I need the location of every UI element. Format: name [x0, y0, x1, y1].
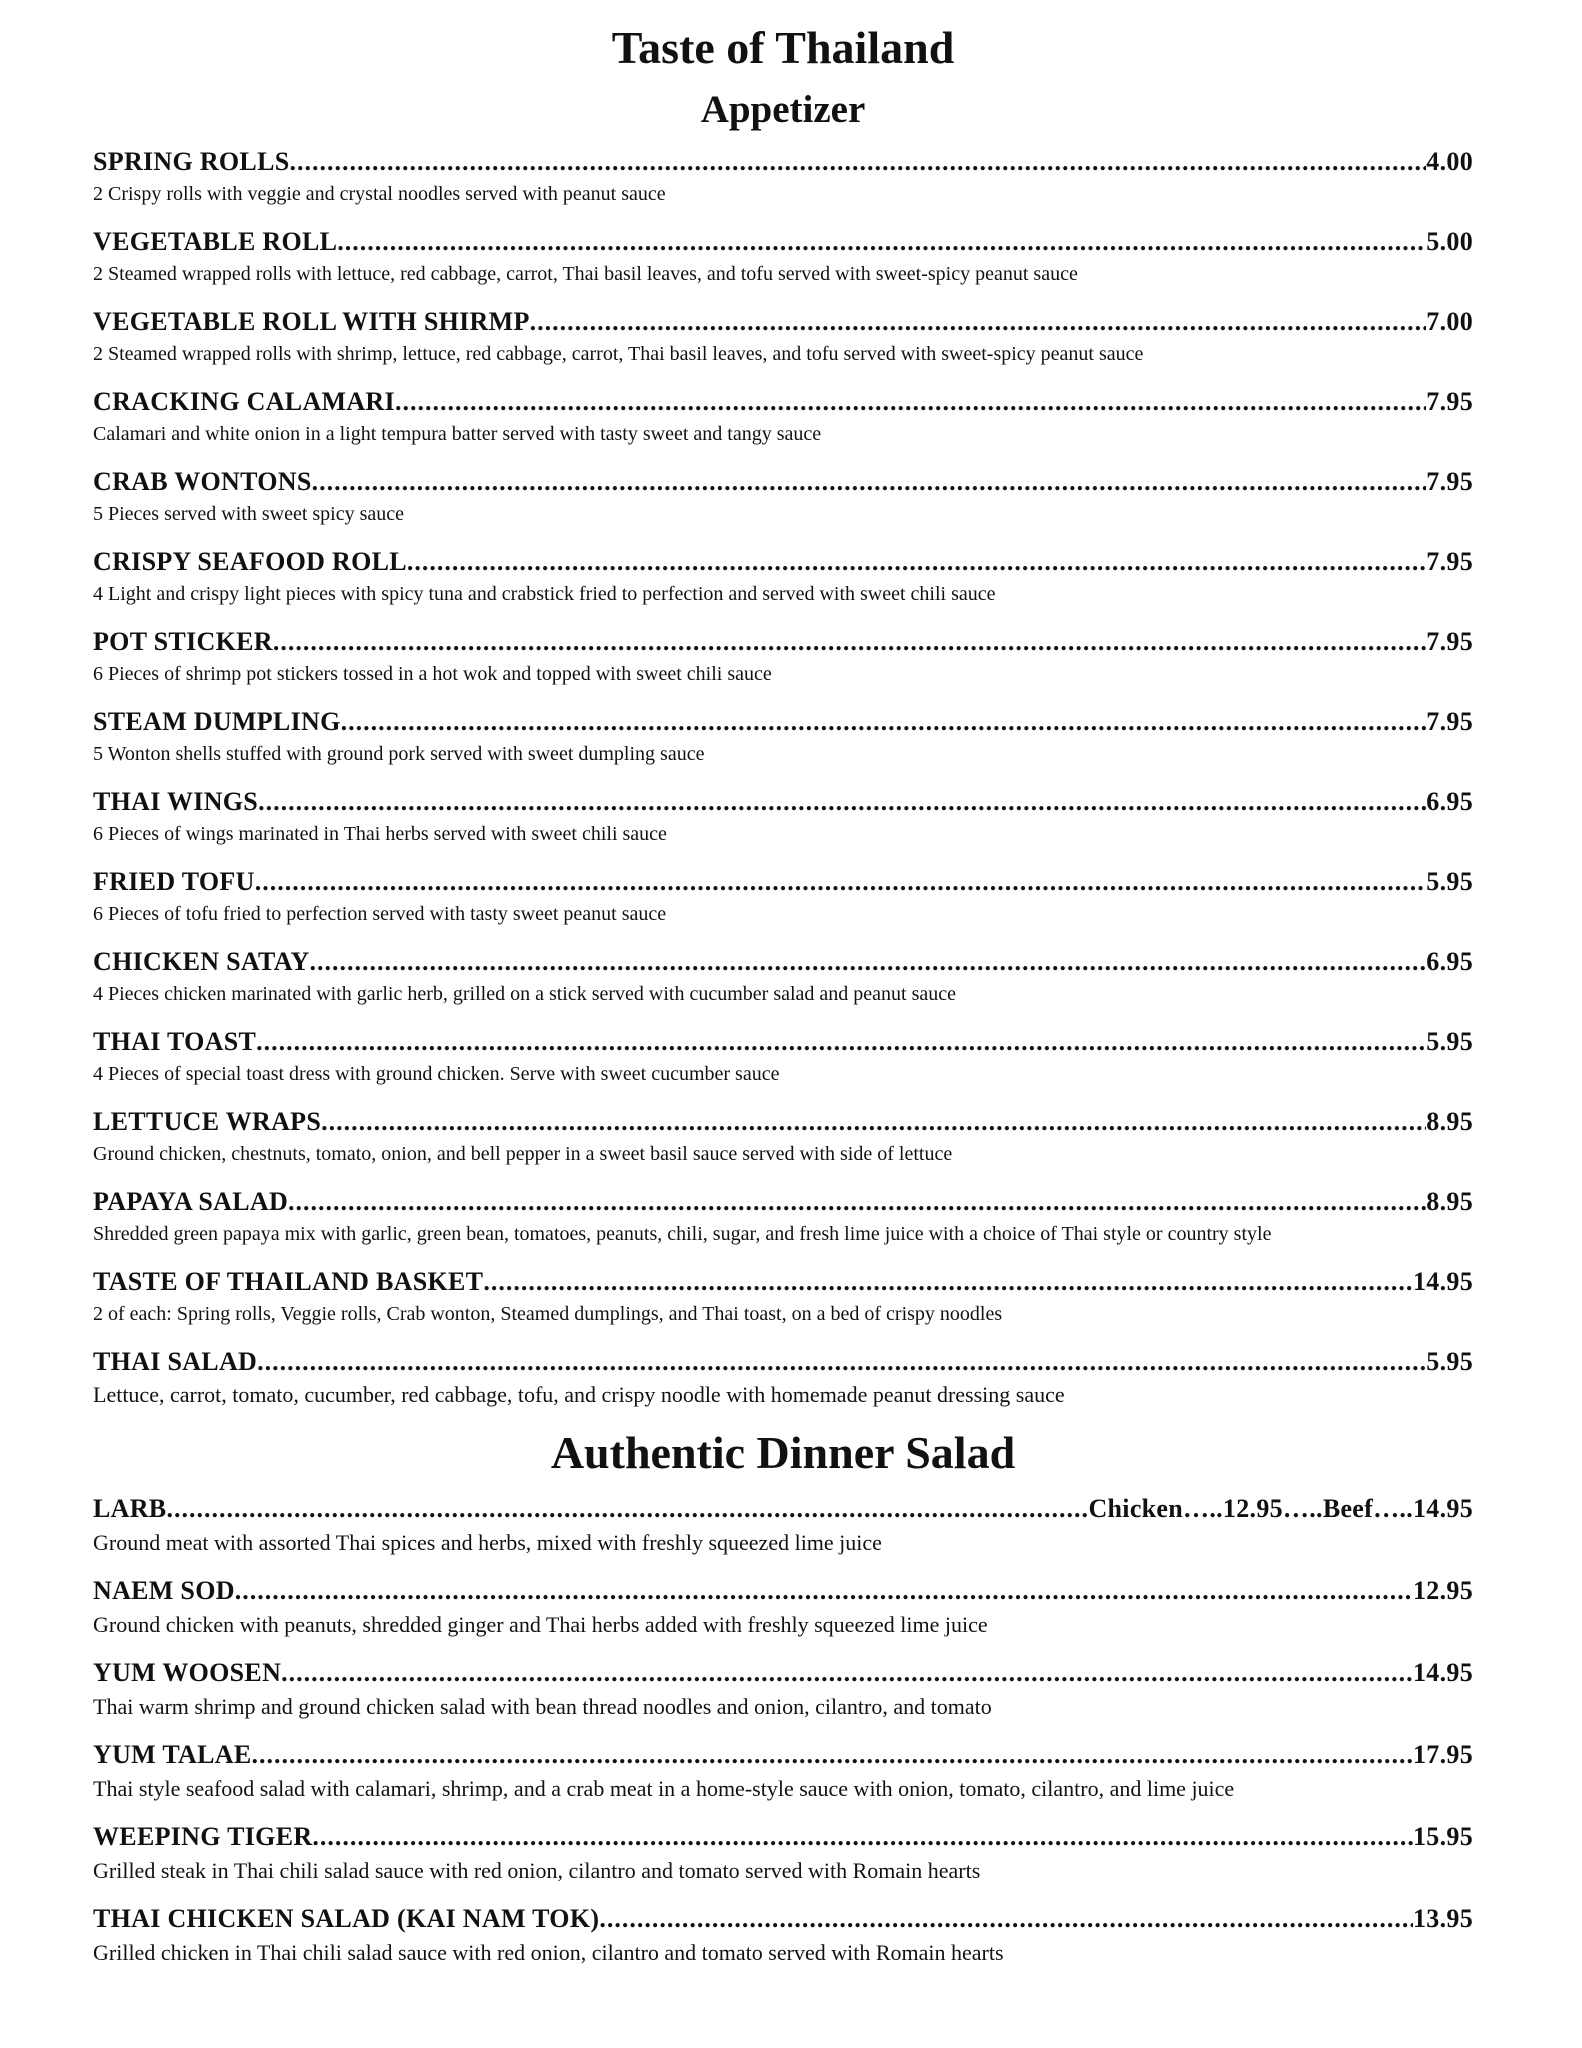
- dot-leader: [258, 784, 1426, 820]
- menu-item-name: STEAM DUMPLING: [93, 707, 341, 736]
- dot-leader: [312, 1818, 1413, 1856]
- dot-leader: [256, 1024, 1426, 1060]
- menu-item-name: SPRING ROLLS: [93, 147, 290, 176]
- menu-item-price: 14.95: [1413, 1267, 1473, 1296]
- menu-item-line: [93, 1736, 1473, 1774]
- dinner-salad-section: [93, 1426, 1473, 1968]
- menu-item-line: [93, 464, 1473, 500]
- menu-item-line: [93, 1184, 1473, 1220]
- menu-item-line: [93, 864, 1473, 900]
- menu-item-line: [93, 1572, 1473, 1610]
- menu-item-price: 8.95: [1426, 1187, 1473, 1216]
- menu-item-description: 2 Steamed wrapped rolls with shrimp, lettuce, red cabbage, carrot, Thai basil leaves, and tofu served with sweet-spicy peanut sauce: [93, 343, 1144, 365]
- menu-item-description: 6 Pieces of wings marinated in Thai herbs served with sweet chili sauce: [93, 823, 667, 845]
- menu-item: [93, 304, 1473, 368]
- menu-item-description: 2 of each: Spring rolls, Veggie rolls, Crab wonton, Steamed dumplings, and Thai toast, on a bed of crispy noodles: [93, 1303, 1003, 1325]
- menu-item-line: [93, 1654, 1473, 1692]
- dot-leader: [321, 1104, 1426, 1140]
- appetizer-heading: Appetizer: [700, 88, 866, 131]
- menu-item: [93, 1736, 1473, 1804]
- restaurant-title: Taste of Thailand: [611, 22, 955, 73]
- menu-item-name: YUM WOOSEN: [93, 1658, 282, 1687]
- appetizer-section: [93, 86, 1473, 1410]
- menu-item-line: [93, 1104, 1473, 1140]
- menu-item: [93, 1490, 1473, 1558]
- menu-item-description: 5 Wonton shells stuffed with ground pork served with sweet dumpling sauce: [93, 743, 705, 765]
- menu-item: [93, 384, 1473, 448]
- appetizer-list: [93, 144, 1473, 1410]
- menu-item-price: 7.00: [1426, 307, 1473, 336]
- menu-item-description: 4 Pieces of special toast dress with ground chicken. Serve with sweet cucumber sauce: [93, 1063, 780, 1085]
- menu-item-name: LARB: [93, 1494, 167, 1523]
- menu-item: [93, 224, 1473, 288]
- menu-item-price: 7.95: [1426, 627, 1473, 656]
- menu-item-line: [93, 1024, 1473, 1060]
- dot-leader: [281, 1654, 1413, 1692]
- menu-item-line: [93, 624, 1473, 660]
- menu-item-description: Shredded green papaya mix with garlic, green bean, tomatoes, peanuts, chili, sugar, and fresh lime juice with a choice of Thai style or country style: [93, 1223, 1272, 1245]
- menu-item-name: VEGETABLE ROLL: [93, 227, 338, 256]
- menu-item: [93, 1104, 1473, 1168]
- menu-item-line: [93, 784, 1473, 820]
- menu-item-description: 5 Pieces served with sweet spicy sauce: [93, 503, 405, 525]
- menu-item-description: 6 Pieces of shrimp pot stickers tossed in a hot wok and topped with sweet chili sauce: [93, 663, 772, 685]
- menu-item: [93, 1572, 1473, 1640]
- dot-leader: [235, 1572, 1413, 1610]
- menu-item-description: Calamari and white onion in a light tempura batter served with tasty sweet and tangy sauce: [93, 423, 822, 445]
- menu-item-description: Ground chicken with peanuts, shredded ginger and Thai herbs added with freshly squeezed lime juice: [93, 1612, 988, 1637]
- menu-item-description: Lettuce, carrot, tomato, cucumber, red cabbage, tofu, and crispy noodle with homemade peanut dressing sauce: [93, 1382, 1065, 1407]
- menu-item-name: LETTUCE WRAPS: [93, 1107, 322, 1136]
- menu-item: [93, 864, 1473, 928]
- menu-item-price: 6.95: [1426, 787, 1473, 816]
- menu-item-price: 12.95: [1413, 1576, 1473, 1605]
- menu-item-price: 4.00: [1426, 147, 1473, 176]
- menu-item-price: 5.95: [1426, 867, 1473, 896]
- menu-item-line: [93, 1264, 1473, 1300]
- menu-item-price: 6.95: [1426, 947, 1473, 976]
- dot-leader: [288, 1184, 1426, 1220]
- menu-item-line: [93, 1818, 1473, 1856]
- menu-item-name: CRACKING CALAMARI: [93, 387, 395, 416]
- dot-leader: [483, 1264, 1413, 1300]
- dot-leader: [407, 544, 1426, 580]
- menu-item: [93, 1818, 1473, 1886]
- dot-leader: [341, 704, 1427, 740]
- menu-item-name: VEGETABLE ROLL WITH SHIRMP: [93, 307, 530, 336]
- menu-item-name: TASTE OF THAILAND BASKET: [93, 1267, 484, 1296]
- menu-item-description: 6 Pieces of tofu fried to perfection served with tasty sweet peanut sauce: [93, 903, 667, 925]
- menu-item-description: Ground meat with assorted Thai spices and herbs, mixed with freshly squeezed lime juice: [93, 1530, 882, 1555]
- menu-item: [93, 1024, 1473, 1088]
- menu-item-line: [93, 1900, 1473, 1938]
- menu-item-line: [93, 384, 1473, 420]
- menu-item-price: 7.95: [1426, 547, 1473, 576]
- menu-item-description: 4 Pieces chicken marinated with garlic herb, grilled on a stick served with cucumber salad and peanut sauce: [93, 983, 957, 1005]
- dot-leader: [166, 1490, 1088, 1528]
- dot-leader: [251, 1736, 1413, 1774]
- dot-leader: [337, 224, 1426, 260]
- menu-item-name: CHICKEN SATAY: [93, 947, 310, 976]
- menu-item-line: [93, 704, 1473, 740]
- menu-item: [93, 624, 1473, 688]
- menu-item: [93, 944, 1473, 1008]
- menu-item-name: THAI WINGS: [93, 787, 259, 816]
- menu-item-price: Chicken…..12.95…..Beef…..14.95: [1088, 1494, 1473, 1523]
- dinner-salad-list: [93, 1490, 1473, 1968]
- menu-item: [93, 1344, 1473, 1410]
- menu-item-name: POT STICKER: [93, 627, 273, 656]
- menu-item-description: 4 Light and crispy light pieces with spicy tuna and crabstick fried to perfection and served with sweet chili sauce: [93, 583, 996, 605]
- menu-item-description: Grilled chicken in Thai chili salad sauce with red onion, cilantro and tomato served with Romain hearts: [93, 1940, 1004, 1965]
- menu-item: [93, 1654, 1473, 1722]
- dot-leader: [395, 384, 1426, 420]
- dot-leader: [255, 864, 1427, 900]
- menu-item-name: THAI SALAD: [93, 1347, 258, 1376]
- menu-item-line: [93, 1344, 1473, 1380]
- menu-item-line: [93, 1490, 1473, 1528]
- menu-item-line: [93, 544, 1473, 580]
- dinner-salad-heading: Authentic Dinner Salad: [550, 1427, 1016, 1478]
- menu-item-price: 17.95: [1413, 1740, 1473, 1769]
- menu-item-name: FRIED TOFU: [93, 867, 255, 896]
- menu-item: [93, 144, 1473, 208]
- menu-item-price: 7.95: [1426, 467, 1473, 496]
- menu-item-price: 7.95: [1426, 707, 1473, 736]
- menu-item-line: [93, 304, 1473, 340]
- menu-item-description: 2 Steamed wrapped rolls with lettuce, red cabbage, carrot, Thai basil leaves, and tofu served with sweet-spicy peanut sauce: [93, 263, 1078, 285]
- menu-item-name: NAEM SOD: [93, 1576, 235, 1605]
- menu-item-description: 2 Crispy rolls with veggie and crystal noodles served with peanut sauce: [93, 183, 666, 205]
- menu-item-line: [93, 144, 1473, 180]
- menu-page: [93, 0, 1473, 1982]
- menu-item-name: CRAB WONTONS: [93, 467, 312, 496]
- menu-item: [93, 1264, 1473, 1328]
- menu-item-description: Thai style seafood salad with calamari, shrimp, and a crab meat in a home-style sauce with onion, tomato, cilantro, and lime juice: [93, 1776, 1235, 1801]
- menu-item-price: 13.95: [1413, 1904, 1473, 1933]
- dot-leader: [273, 624, 1426, 660]
- menu-item-name: YUM TALAE: [93, 1740, 252, 1769]
- menu-item-description: Ground chicken, chestnuts, tomato, onion, and bell pepper in a sweet basil sauce served with side of lettuce: [93, 1143, 953, 1165]
- menu-item-name: CRISPY SEAFOOD ROLL: [93, 547, 407, 576]
- menu-item: [93, 704, 1473, 768]
- dot-leader: [530, 304, 1427, 340]
- menu-item-name: THAI TOAST: [93, 1027, 257, 1056]
- menu-item-line: [93, 224, 1473, 260]
- menu-item-price: 5.95: [1426, 1347, 1473, 1376]
- dot-leader: [312, 464, 1427, 500]
- dot-leader: [599, 1900, 1413, 1938]
- menu-item: [93, 784, 1473, 848]
- dot-leader: [257, 1344, 1426, 1380]
- menu-item-name: THAI CHICKEN SALAD (KAI NAM TOK): [93, 1904, 600, 1933]
- menu-item-price: 14.95: [1413, 1658, 1473, 1687]
- menu-item-description: Grilled steak in Thai chili salad sauce with red onion, cilantro and tomato served with Romain hearts: [93, 1858, 981, 1883]
- menu-item-name: PAPAYA SALAD: [93, 1187, 289, 1216]
- menu-item-price: 7.95: [1426, 387, 1473, 416]
- menu-item: [93, 1900, 1473, 1968]
- menu-item-price: 5.95: [1426, 1027, 1473, 1056]
- menu-item: [93, 1184, 1473, 1248]
- menu-item-description: Thai warm shrimp and ground chicken salad with bean thread noodles and onion, cilantro, and tomato: [93, 1694, 992, 1719]
- menu-item: [93, 544, 1473, 608]
- menu-item: [93, 464, 1473, 528]
- menu-item-price: 8.95: [1426, 1107, 1473, 1136]
- dot-leader: [310, 944, 1427, 980]
- menu-item-line: [93, 944, 1473, 980]
- menu-item-name: WEEPING TIGER: [93, 1822, 313, 1851]
- menu-item-price: 5.00: [1426, 227, 1473, 256]
- menu-item-price: 15.95: [1413, 1822, 1473, 1851]
- dot-leader: [289, 144, 1426, 180]
